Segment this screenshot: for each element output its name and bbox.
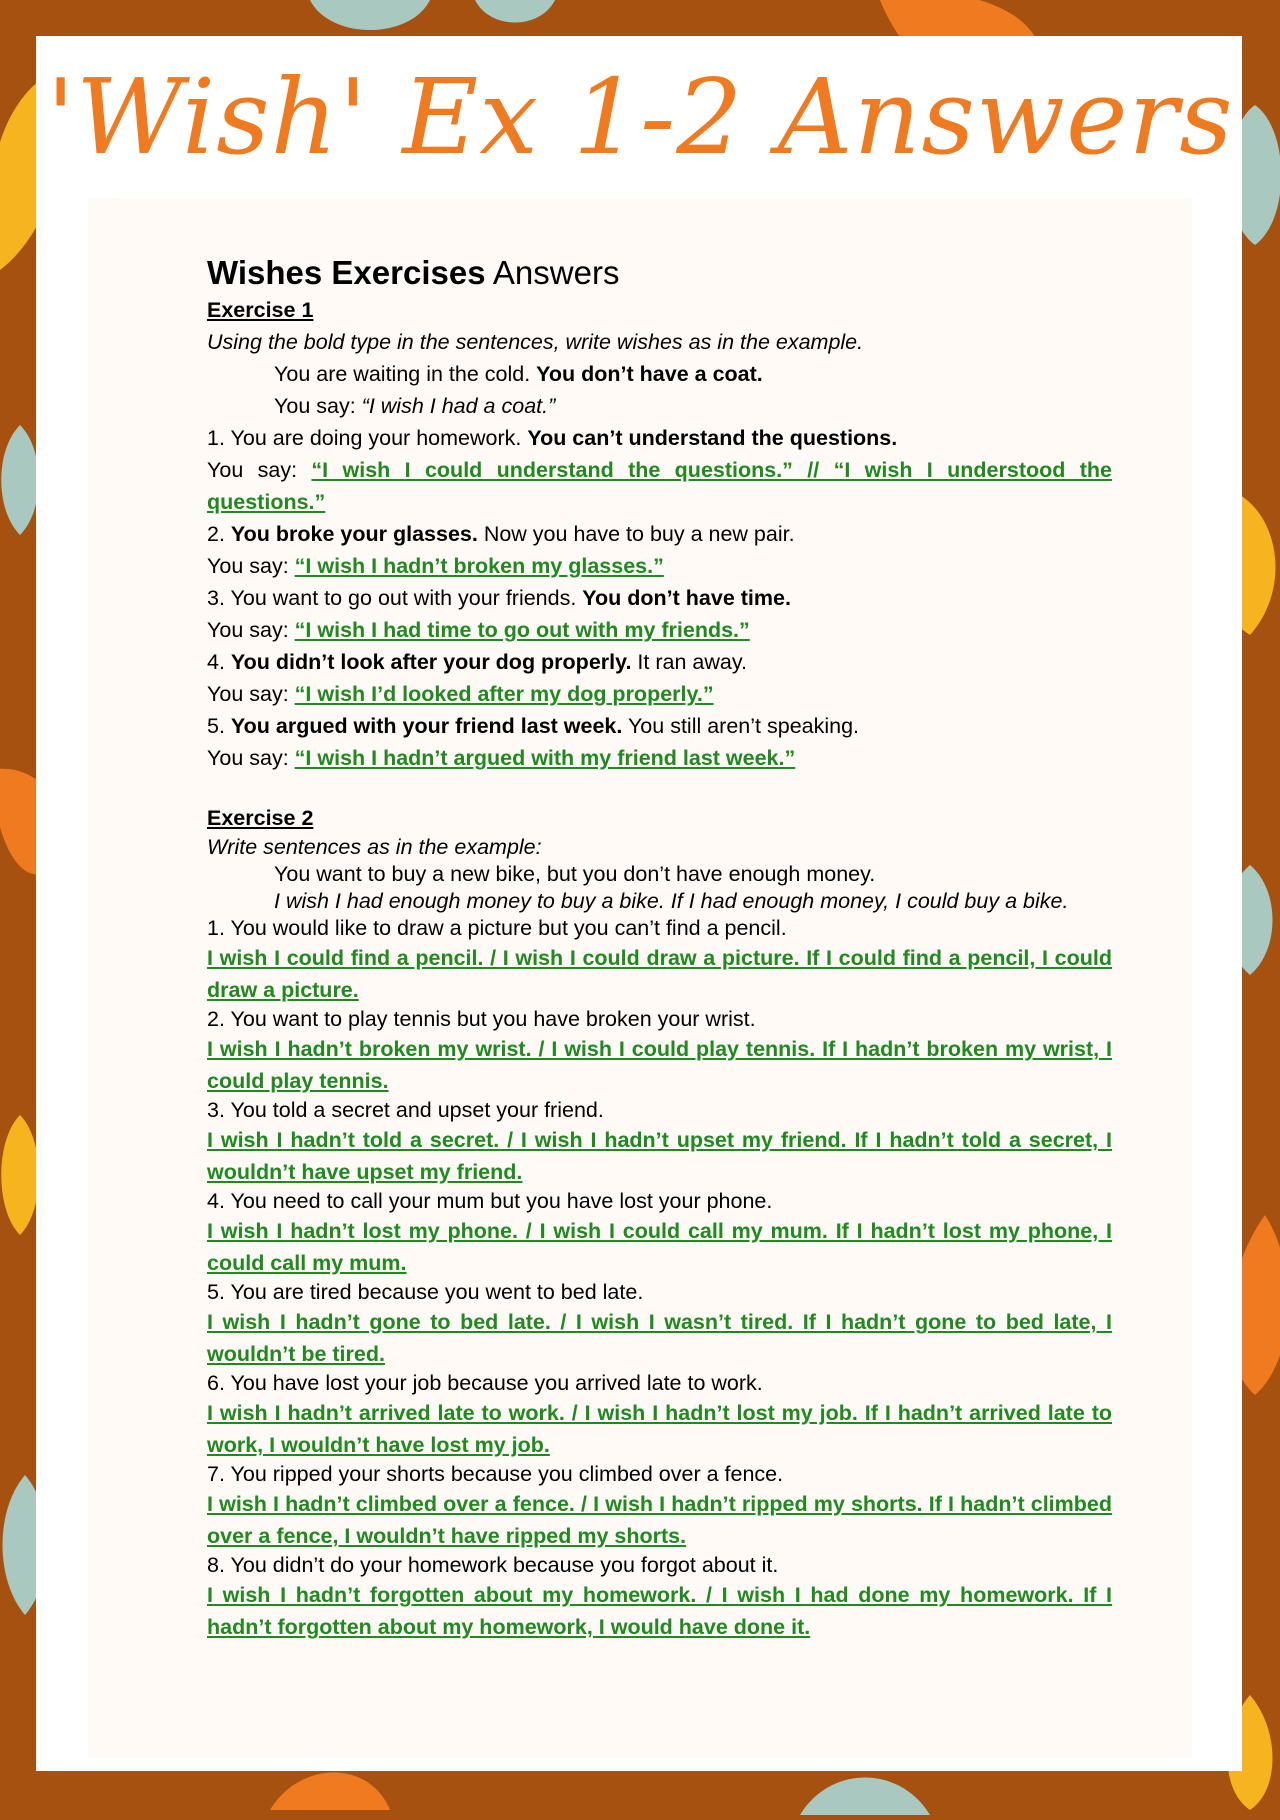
item-question — [207, 710, 1112, 742]
page-title: 'Wish' Ex 1-2 Answers — [46, 56, 1234, 178]
item-number: 5. — [207, 714, 231, 738]
example-say-text: “I wish I had a coat.” — [361, 394, 556, 418]
document-title — [207, 252, 1112, 294]
item-bold-text: You broke your glasses. — [230, 522, 478, 546]
item-answer: I wish I hadn’t gone to bed late. / I wish I wasn’t tired. If I hadn’t gone to bed late, I wouldn’t be tired. — [207, 1310, 1112, 1366]
item-question — [207, 646, 1112, 678]
item-question: 6. You have lost your job because you arrived late to work. — [207, 1371, 763, 1395]
exercise-instruction: Write sentences as in the example: — [207, 835, 542, 859]
exercise-1 — [207, 294, 1112, 774]
exercise-1-item — [207, 422, 1112, 518]
item-bold-text: You can’t understand the questions. — [527, 426, 898, 450]
item-answer: “I wish I’d looked after my dog properly.” — [294, 682, 714, 706]
section-spacer — [207, 774, 1112, 802]
item-number: 3. — [207, 586, 231, 610]
item-answer: I wish I hadn’t told a secret. / I wish I hadn’t upset my friend. If I hadn’t told a secret, I wouldn’t have upset my friend. — [207, 1128, 1112, 1184]
item-number: 4. — [207, 650, 231, 674]
item-answer: I wish I hadn’t broken my wrist. / I wish I could play tennis. If I hadn’t broken my wrist, I could play tennis. — [207, 1037, 1112, 1093]
item-answer: “I wish I could understand the questions.” // “I wish I understood the questions.” — [207, 458, 1112, 514]
item-answer-line — [207, 550, 1112, 582]
example-situation-plain: You are waiting in the cold. — [274, 362, 537, 386]
sage-leaf-icon — [470, 0, 560, 30]
item-question: 2. You want to play tennis but you have broken your wrist. — [207, 1007, 756, 1031]
item-question: 8. You didn’t do your homework because you forgot about it. — [207, 1553, 779, 1577]
item-answer-line — [207, 742, 1112, 774]
say-prefix: You say: — [207, 618, 295, 642]
example-say-prefix: You say: — [274, 394, 362, 418]
item-text: It ran away. — [631, 650, 747, 674]
item-answer: “I wish I hadn’t argued with my friend last week.” — [294, 746, 796, 770]
item-question — [207, 422, 1112, 454]
say-prefix: You say: — [207, 746, 295, 770]
exercise-heading: Exercise 2 — [207, 806, 314, 830]
item-question — [207, 518, 1112, 550]
item-answer-line — [207, 678, 1112, 710]
say-prefix: You say: — [207, 554, 295, 578]
example-situation — [207, 358, 1112, 390]
example-say — [207, 390, 1112, 422]
item-bold-text: You didn’t look after your dog properly. — [230, 650, 632, 674]
exercise-1-item — [207, 582, 1112, 646]
item-number: 1. — [207, 426, 231, 450]
sage-leaf-icon — [300, 0, 440, 40]
exercise-1-item — [207, 518, 1112, 582]
item-question — [207, 582, 1112, 614]
item-question: 7. You ripped your shorts because you climbed over a fence. — [207, 1462, 784, 1486]
item-answer: “I wish I had time to go out with my friends.” — [294, 618, 750, 642]
item-question: 5. You are tired because you went to bed late. — [207, 1280, 644, 1304]
exercise-instruction: Using the bold type in the sentences, write wishes as in the example. — [207, 330, 864, 354]
document-title-bold: Wishes Exercises — [207, 254, 486, 291]
item-question: 4. You need to call your mum but you have lost your phone. — [207, 1189, 773, 1213]
item-answer: I wish I hadn’t arrived late to work. / I wish I hadn’t lost my job. If I hadn’t arrived late to work, I wouldn’t have lost my job. — [207, 1401, 1112, 1457]
item-text: You want to go out with your friends. — [230, 586, 583, 610]
exercise-1-item — [207, 710, 1112, 774]
item-number: 2. — [207, 522, 231, 546]
exercise-2 — [207, 802, 1112, 1643]
example-situation: You want to buy a new bike, but you don’t have enough money. — [274, 862, 876, 886]
example-situation-bold: You don’t have a coat. — [536, 362, 763, 386]
item-answer: I wish I could find a pencil. / I wish I could draw a picture. If I could find a pencil, I could draw a picture. — [207, 946, 1112, 1002]
say-prefix: You say: — [207, 682, 295, 706]
item-answer-line — [207, 614, 1112, 646]
item-text: You still aren’t speaking. — [622, 714, 860, 738]
item-answer: I wish I hadn’t climbed over a fence. / I wish I hadn’t ripped my shorts. If I hadn’t climbed over a fence, I wouldn’t have ripped my shorts. — [207, 1492, 1112, 1548]
item-answer: I wish I hadn’t lost my phone. / I wish I could call my mum. If I hadn’t lost my phone, I could call my mum. — [207, 1219, 1112, 1275]
item-answer: I wish I hadn’t forgotten about my homework. / I wish I had done my homework. If I hadn’t forgotten about my homework, I would have done it. — [207, 1583, 1112, 1639]
item-answer-line — [207, 454, 1112, 518]
sage-leaf-icon — [790, 1765, 940, 1815]
exercise-heading: Exercise 1 — [207, 298, 314, 322]
item-bold-text: You don’t have time. — [582, 586, 791, 610]
worksheet-content — [207, 252, 1112, 1643]
item-text: Now you have to buy a new pair. — [477, 522, 795, 546]
document-title-rest: Answers — [485, 254, 620, 291]
item-answer: “I wish I hadn’t broken my glasses.” — [294, 554, 664, 578]
item-bold-text: You argued with your friend last week. — [230, 714, 623, 738]
item-question: 3. You told a secret and upset your friend. — [207, 1098, 604, 1122]
example-answer: I wish I had enough money to buy a bike. If I had enough money, I could buy a bike. — [274, 889, 1069, 913]
item-question: 1. You would like to draw a picture but you can’t find a pencil. — [207, 916, 787, 940]
item-text: You are doing your homework. — [230, 426, 528, 450]
say-prefix: You say: — [207, 458, 312, 482]
exercise-1-item — [207, 646, 1112, 710]
